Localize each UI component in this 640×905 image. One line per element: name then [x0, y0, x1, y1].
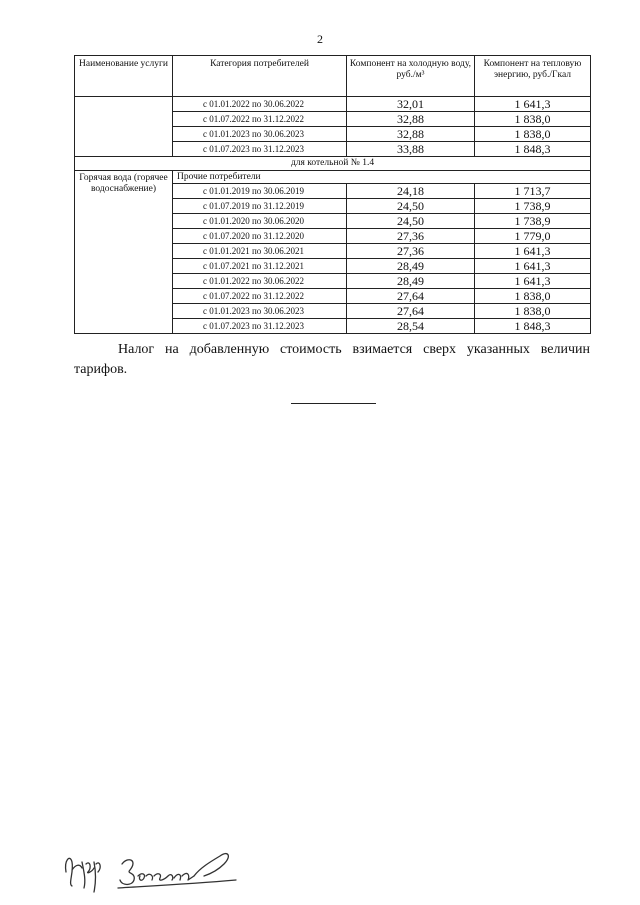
cold-water-value: 33,88	[347, 142, 475, 157]
period-cell: с 01.01.2021 по 30.06.2021	[173, 244, 347, 259]
subcategory-label: Прочие потребители	[173, 171, 591, 184]
service-name: Горячая вода (горячее водоснабжение)	[75, 171, 173, 334]
header-heat: Компонент на тепловую энергию, руб./Гкал	[475, 56, 591, 97]
page-number: 2	[317, 32, 323, 46]
tariff-table	[74, 55, 591, 334]
section-row	[75, 157, 591, 171]
heat-value: 1 838,0	[475, 289, 591, 304]
period-cell: с 01.01.2019 по 30.06.2019	[173, 184, 347, 199]
heat-value: 1 738,9	[475, 214, 591, 229]
heat-value: 1 848,3	[475, 319, 591, 334]
header-cold-water: Компонент на холодную воду, руб./м³	[347, 56, 475, 97]
heat-value: 1 738,9	[475, 199, 591, 214]
cold-water-value: 24,50	[347, 199, 475, 214]
vat-note: Налог на добавленную стоимость взимается сверх указанных величин тарифов.	[74, 342, 590, 377]
heat-value: 1 641,3	[475, 244, 591, 259]
period-cell: с 01.07.2020 по 31.12.2020	[173, 229, 347, 244]
heat-value: 1 848,3	[475, 142, 591, 157]
header-category: Категория потребителей	[173, 56, 347, 97]
period-cell: с 01.07.2023 по 31.12.2023	[173, 319, 347, 334]
period-cell: с 01.07.2021 по 31.12.2021	[173, 259, 347, 274]
heat-value: 1 641,3	[475, 274, 591, 289]
cold-water-value: 32,01	[347, 97, 475, 112]
heat-value: 1 713,7	[475, 184, 591, 199]
period-cell: с 01.01.2023 по 30.06.2023	[173, 304, 347, 319]
cold-water-value: 32,88	[347, 127, 475, 142]
period-cell: с 01.01.2023 по 30.06.2023	[173, 127, 347, 142]
period-cell: с 01.07.2019 по 31.12.2019	[173, 199, 347, 214]
period-cell: с 01.01.2020 по 30.06.2020	[173, 214, 347, 229]
period-cell: с 01.07.2023 по 31.12.2023	[173, 142, 347, 157]
table-header-row	[75, 56, 591, 97]
heat-value: 1 779,0	[475, 229, 591, 244]
cold-water-value: 24,50	[347, 214, 475, 229]
signature-image	[60, 842, 260, 898]
header-service: Наименование услуги	[75, 56, 173, 97]
period-cell: с 01.07.2022 по 31.12.2022	[173, 112, 347, 127]
service-cell-empty	[75, 97, 173, 157]
cold-water-value: 24,18	[347, 184, 475, 199]
cold-water-value: 28,54	[347, 319, 475, 334]
heat-value: 1 641,3	[475, 97, 591, 112]
heat-value: 1 641,3	[475, 259, 591, 274]
heat-value: 1 838,0	[475, 127, 591, 142]
subcategory-row	[75, 171, 591, 184]
period-cell: с 01.01.2022 по 30.06.2022	[173, 274, 347, 289]
period-cell: с 01.07.2022 по 31.12.2022	[173, 289, 347, 304]
cold-water-value: 27,64	[347, 289, 475, 304]
cold-water-value: 28,49	[347, 274, 475, 289]
cold-water-value: 27,36	[347, 229, 475, 244]
section-label: для котельной № 1.4	[75, 157, 591, 171]
table-row	[75, 97, 591, 112]
heat-value: 1 838,0	[475, 112, 591, 127]
cold-water-value: 27,64	[347, 304, 475, 319]
cold-water-value: 32,88	[347, 112, 475, 127]
heat-value: 1 838,0	[475, 304, 591, 319]
period-cell: с 01.01.2022 по 30.06.2022	[173, 97, 347, 112]
cold-water-value: 28,49	[347, 259, 475, 274]
cold-water-value: 27,36	[347, 244, 475, 259]
separator-line	[291, 403, 376, 404]
